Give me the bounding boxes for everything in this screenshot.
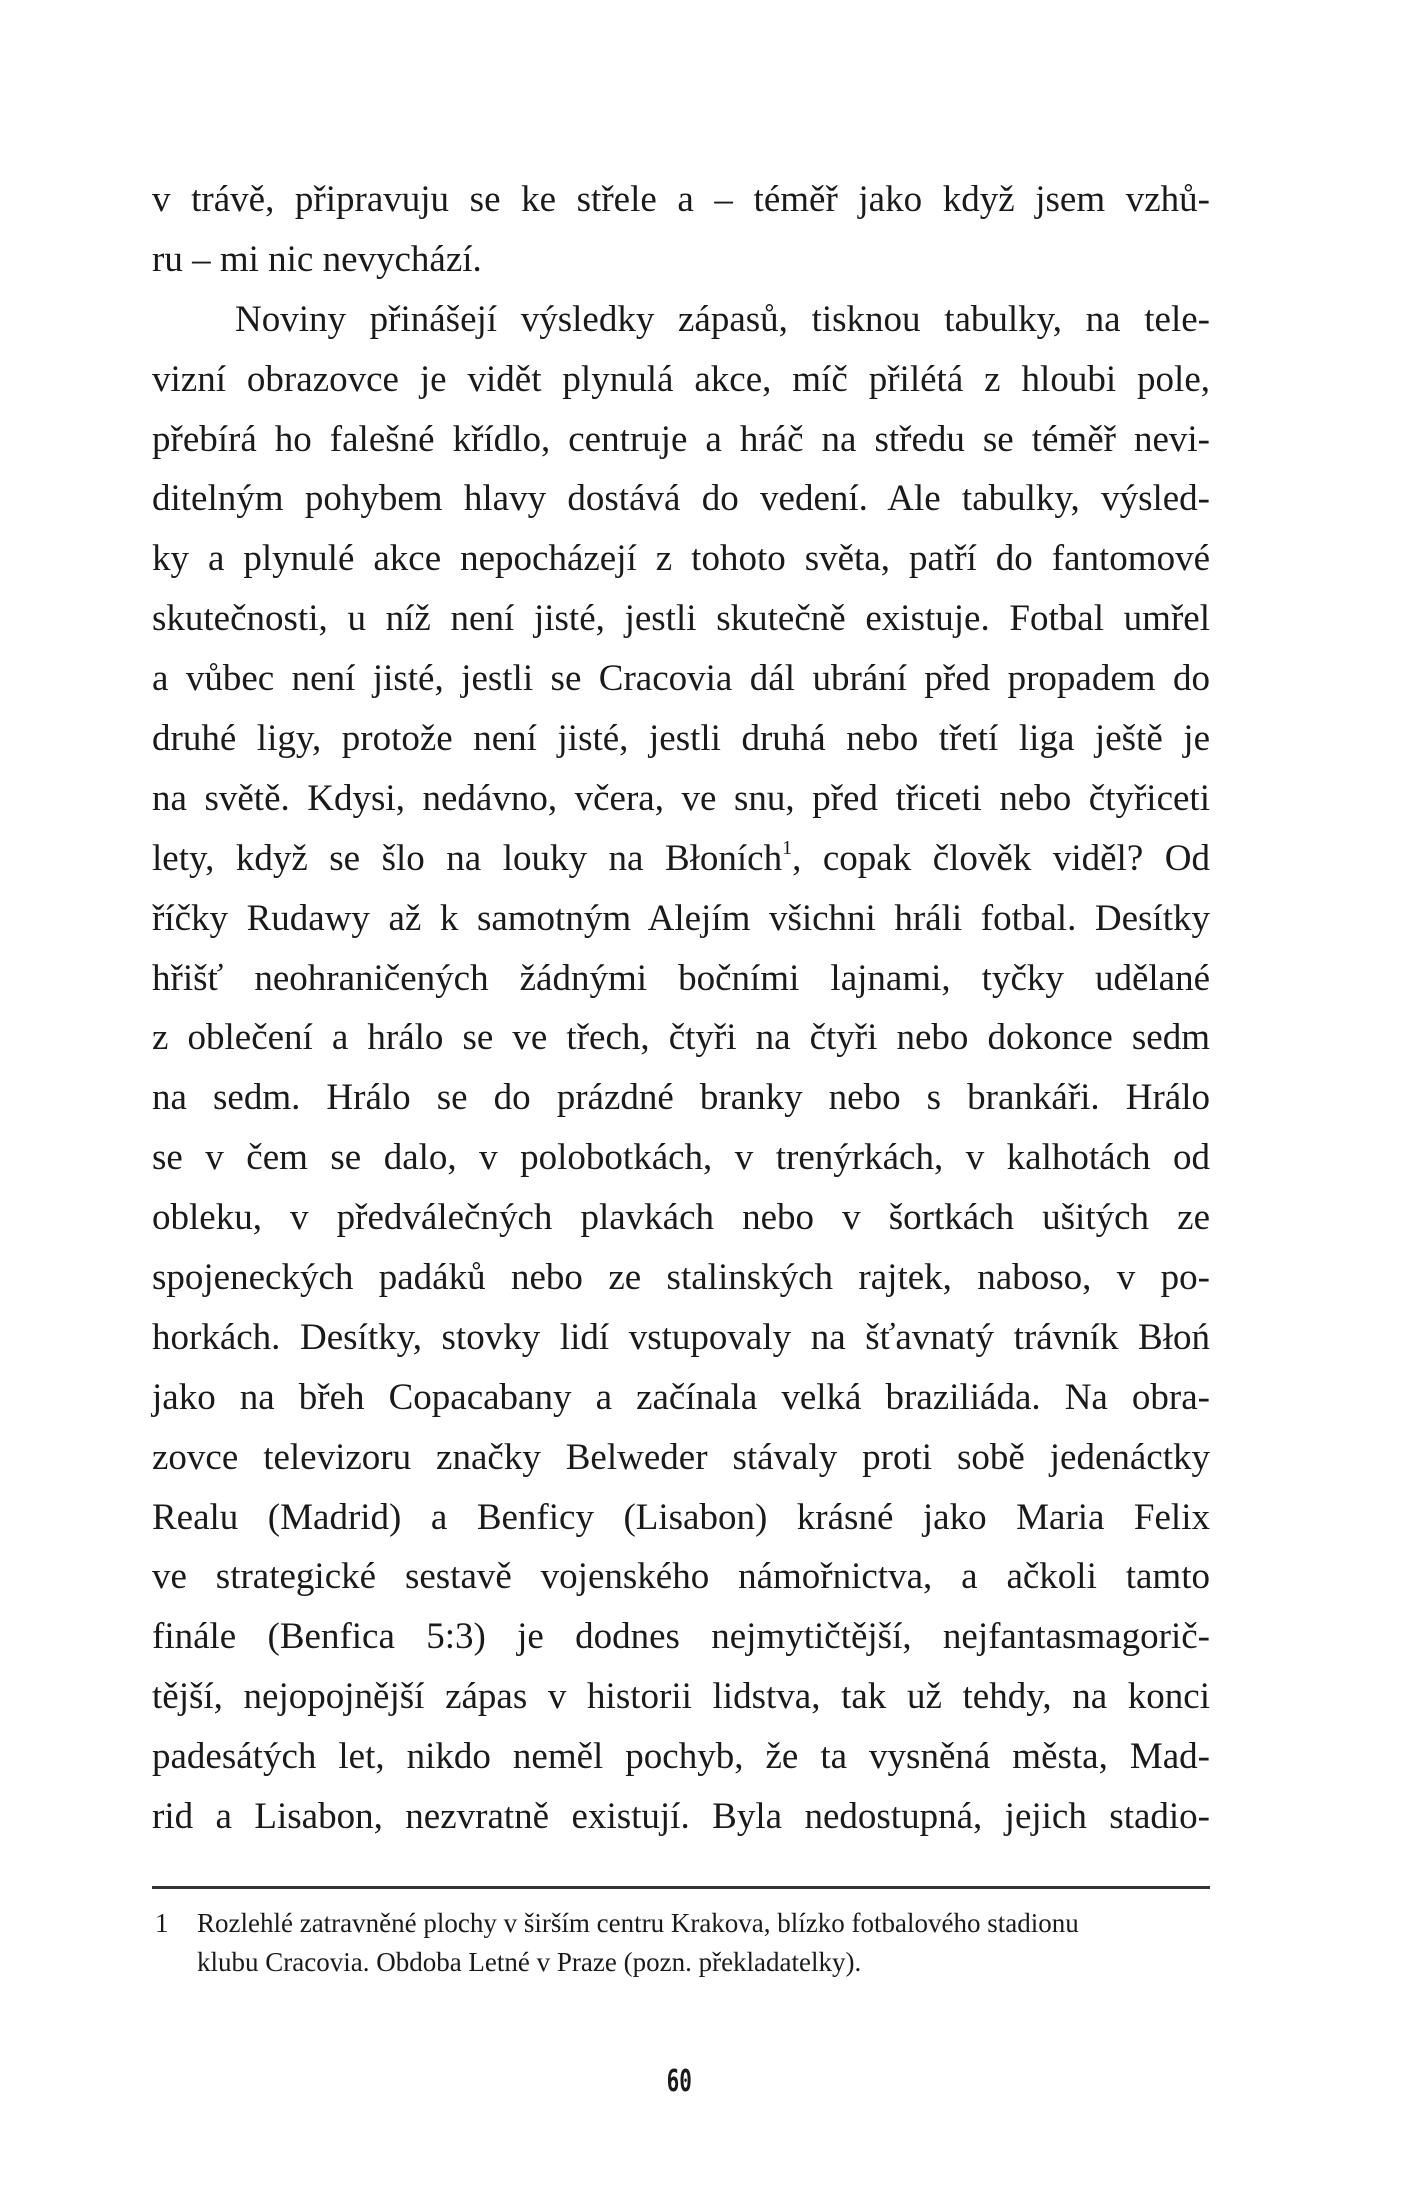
text-line: spojeneckých padáků nebo ze stalinských rajtek, naboso, v po- [152,1257,1210,1299]
text-line: na světě. Kdysi, nedávno, včera, ve snu, před třiceti nebo čtyřiceti [152,777,1210,819]
text-line: na sedm. Hrálo se do prázdné branky nebo s brankáři. Hrálo [152,1077,1210,1119]
text-line [152,829,1210,889]
text-line: hřišť neohraničených žádnými bočními lajnami, tyčky udělané [152,957,1210,999]
footnote-number: 1 [155,1908,169,1938]
text-line: zovce televizoru značky Belweder stávaly proti sobě jedenáctky [152,1436,1210,1478]
text-line: obleku, v předválečných plavkách nebo v šortkách ušitých ze [152,1197,1210,1239]
text-line: ve strategické sestavě vojenského námořnictva, a ačkoli tamto [152,1556,1210,1598]
footnote-separator [152,1886,1210,1889]
footnote-reference[interactable]: 1 [782,836,793,859]
text-line: ru – mi nic nevychází. [152,238,482,280]
text-line: vizní obrazovce je vidět plynulá akce, míč přilétá z hloubi pole, [152,358,1210,400]
footnote-line: Rozlehlé zatravněné plochy v širším centru Krakova, blízko fotbalového stadionu [197,1908,1079,1938]
text-line: druhé ligy, protože není jisté, jestli druhá nebo třetí liga ještě je [152,718,1210,760]
text-line: rid a Lisabon, nezvratně existují. Byla nedostupná, jejich stadio- [152,1796,1210,1838]
text-line: a vůbec není jisté, jestli se Cracovia dál ubrání před propadem do [152,658,1210,700]
text-line: přebírá ho falešné křídlo, centruje a hráč na středu se téměř nevi- [152,418,1210,460]
text-line: ky a plynulé akce nepocházejí z tohoto světa, patří do fantomové [152,538,1210,580]
text-line: říčky Rudawy až k samotným Alejím všichni hráli fotbal. Desítky [152,897,1210,939]
text-line: z oblečení a hrálo se ve třech, čtyři na čtyři nebo dokonce sedm [152,1017,1210,1059]
body-text [152,170,1210,1847]
text-line: jako na břeh Copacabany a začínala velká braziliáda. Na obra- [152,1376,1210,1418]
text-line: v trávě, připravuju se ke střele a – téměř jako když jsem vzhů- [152,179,1210,220]
footnote-line: klubu Cracovia. Obdoba Letné v Praze (pozn. překladatelky). [197,1947,862,1977]
text-line: skutečnosti, u níž není jisté, jestli skutečně existuje. Fotbal umřel [152,598,1210,640]
text-segment: lety, když se šlo na louky na Błoních [152,837,783,879]
text-line: finále (Benfica 5:3) je dodnes nejmytičtější, nejfantasmagorič- [152,1616,1210,1658]
text-line: Noviny přinášejí výsledky zápasů, tisknou tabulky, na tele- [235,298,1210,340]
text-line: horkách. Desítky, stovky lidí vstupovaly na šťavnatý trávník Błoń [152,1316,1210,1358]
text-line: ditelným pohybem hlavy dostává do vedení. Ale tabulky, výsled- [152,478,1210,520]
text-segment: , copak člověk viděl? Od [792,837,1210,879]
footnote [152,1904,1210,1982]
page-number: 60 [666,2064,692,2099]
text-line: padesátých let, nikdo neměl pochyb, že ta vysněná města, Mad- [152,1736,1210,1778]
text-line: Realu (Madrid) a Benficy (Lisabon) krásné jako Maria Felix [152,1496,1210,1538]
text-line: se v čem se dalo, v polobotkách, v trenýrkách, v kalhotách od [152,1137,1210,1179]
text-line: tější, nejopojnější zápas v historii lidstva, tak už tehdy, na konci [152,1676,1210,1718]
